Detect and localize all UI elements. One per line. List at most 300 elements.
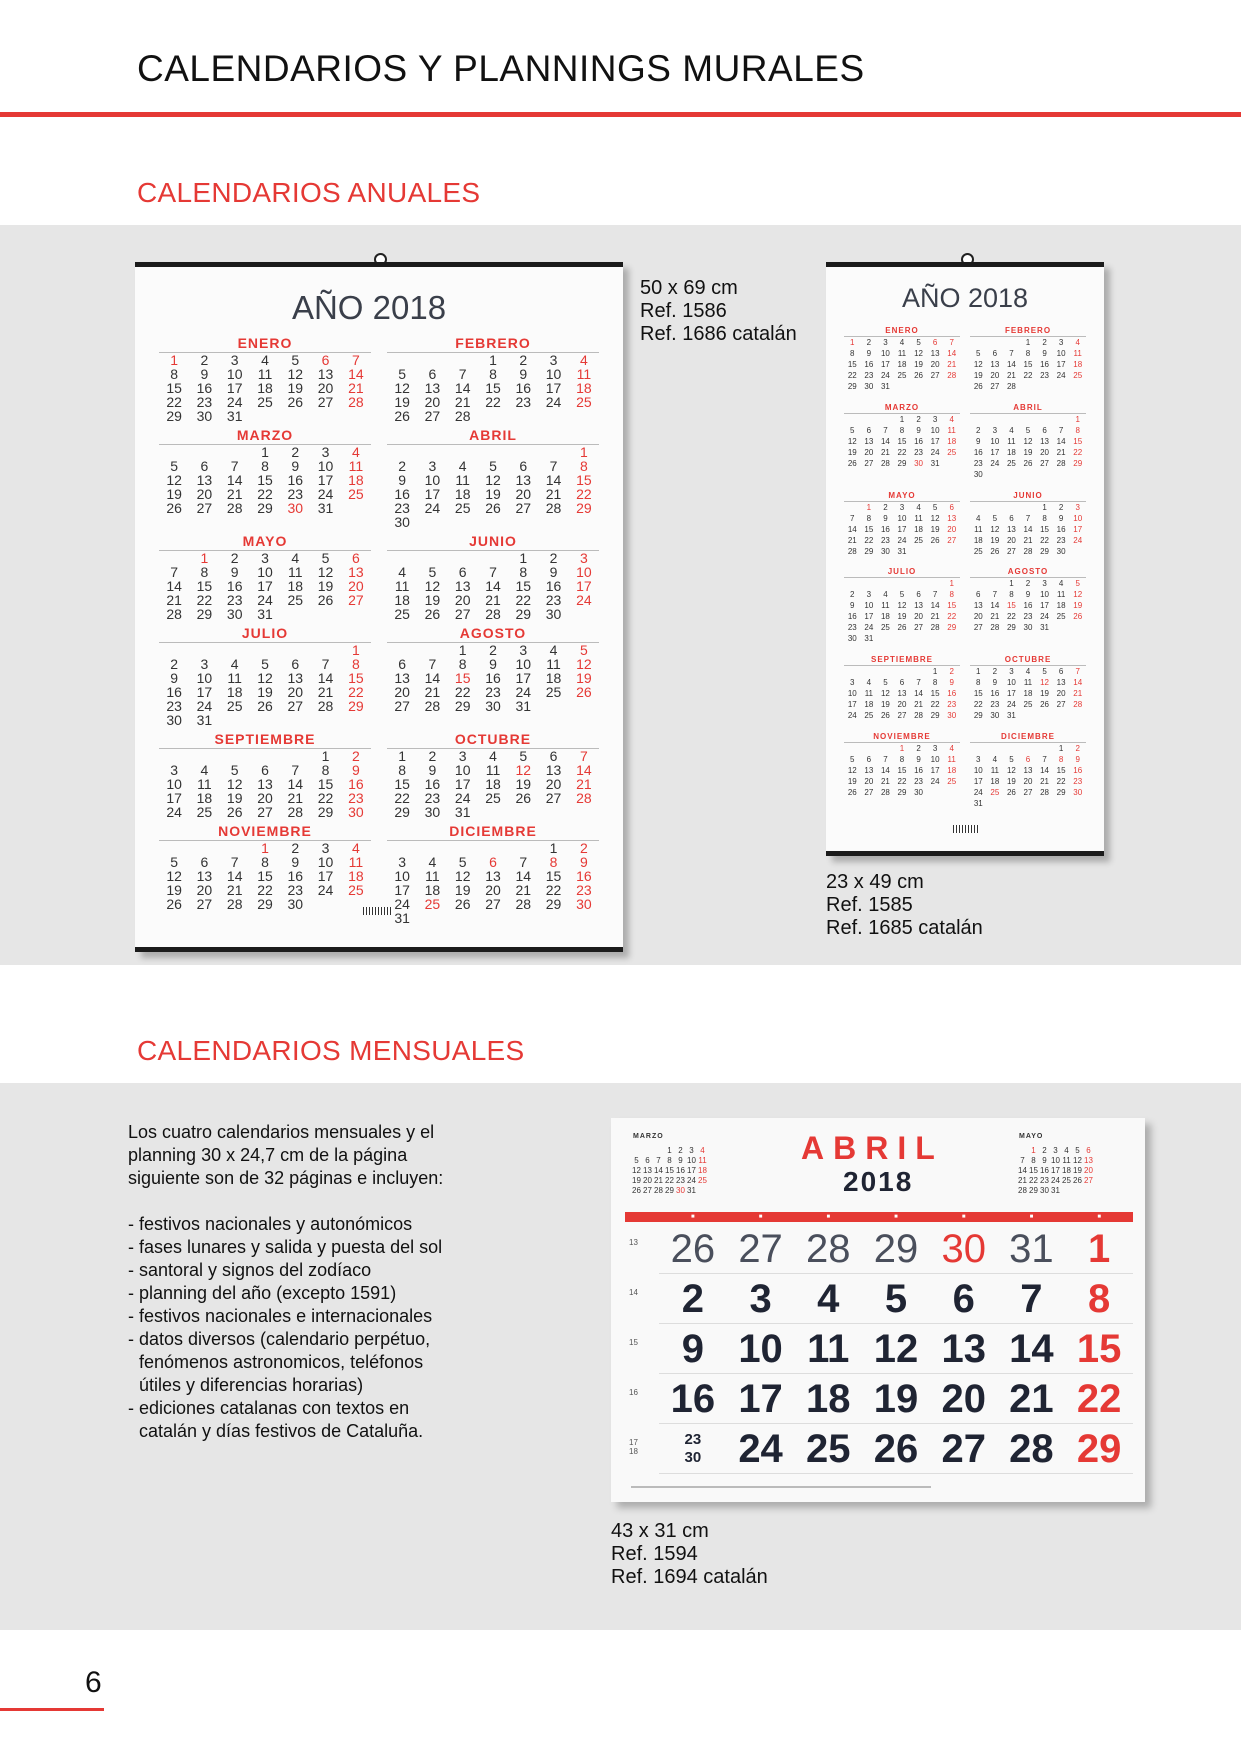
empty-cell <box>844 578 861 589</box>
day-cell: 10 <box>727 1324 795 1374</box>
day-cell: 4 <box>794 1274 862 1324</box>
day-number: 29 <box>166 408 182 424</box>
day-number: 29 <box>348 698 364 714</box>
day-number: 9 <box>916 425 921 435</box>
feature-item: - fases lunares y salida y puesta del sol <box>128 1237 443 1257</box>
day-number: 1 <box>579 444 588 460</box>
day-number: 27 <box>196 500 213 516</box>
week-number: 14 <box>629 1288 638 1297</box>
day-number: 27 <box>394 698 410 714</box>
mini-day: 25 <box>698 1176 707 1185</box>
day-number: 13 <box>897 689 907 699</box>
day-number: 9 <box>351 762 360 778</box>
day-number: 19 <box>226 790 243 806</box>
day-number: 9 <box>398 472 407 488</box>
prev-month-name: MARZO <box>633 1133 664 1140</box>
day-number: 29 <box>1056 788 1066 798</box>
day-number: 11 <box>576 366 592 382</box>
day-number: 29 <box>897 458 907 468</box>
day-number: 24 <box>454 790 471 806</box>
feature-item: - festivos nacionales y autonómicos <box>128 1214 413 1234</box>
mini-day: 11 <box>698 1156 707 1165</box>
day-number: 10 <box>1073 513 1083 523</box>
spec-line: Ref. 1585 <box>826 894 913 916</box>
day-number: 7 <box>850 513 855 523</box>
day-number: 7 <box>489 564 497 580</box>
day-number: 26 <box>576 684 592 700</box>
day-number: 26 <box>1023 458 1033 468</box>
day-number: 1 <box>850 338 855 347</box>
day-number: 18 <box>454 486 471 502</box>
day-number: 26 <box>1073 612 1083 622</box>
day-number: 23 <box>485 684 501 700</box>
day-number: 24 <box>1073 535 1083 545</box>
day-number: 21 <box>424 684 441 700</box>
day-number: 15 <box>257 472 273 488</box>
day-number: 25 <box>424 896 441 912</box>
day-number: 11 <box>1056 590 1066 600</box>
day-number: 5 <box>230 762 239 778</box>
day-number: 9 <box>1025 590 1031 600</box>
mini-day: 5 <box>1075 1146 1080 1155</box>
day-number: 3 <box>932 744 938 754</box>
month-block <box>387 731 599 819</box>
month-block <box>970 490 1086 563</box>
day-number: 18 <box>348 868 364 884</box>
day-number: 13 <box>348 564 364 580</box>
day-cell: 2 <box>659 1274 727 1324</box>
day-number: 7 <box>1042 755 1047 765</box>
day-number: 30 <box>287 896 304 912</box>
day-number: 19 <box>257 684 273 700</box>
mini-day: 24 <box>1051 1176 1060 1185</box>
day-number: 15 <box>1040 524 1050 534</box>
day-number: 10 <box>166 776 182 792</box>
day-number: 8 <box>458 656 467 672</box>
day-number: 22 <box>1040 535 1050 545</box>
day-number: 8 <box>932 678 938 688</box>
section-title-mensuales: CALENDARIOS MENSUALES <box>137 1035 525 1066</box>
day-number: 17 <box>424 486 441 502</box>
day-number: 9 <box>850 601 855 611</box>
mini-day: 2 <box>1042 1146 1047 1155</box>
mini-day: 28 <box>1018 1186 1027 1195</box>
day-number: 17 <box>1056 360 1066 369</box>
day-number: 4 <box>899 338 905 347</box>
day-number: 16 <box>1073 766 1083 776</box>
day-number: 12 <box>914 349 924 358</box>
day-number: 12 <box>257 670 273 686</box>
mini-day: 26 <box>632 1186 641 1195</box>
day-number: 7 <box>916 678 921 688</box>
mini-day: 8 <box>667 1156 672 1165</box>
mini-day: 22 <box>1029 1176 1038 1185</box>
day-number: 4 <box>200 762 209 778</box>
day-number: 5 <box>398 366 407 382</box>
day-number: 4 <box>949 744 954 754</box>
day-number: 22 <box>973 700 983 710</box>
day-number: 7 <box>549 458 558 474</box>
day-number: 22 <box>847 371 857 380</box>
day-number: 17 <box>317 472 334 488</box>
day-number: 16 <box>576 868 592 884</box>
day-cell: 21 <box>998 1374 1066 1424</box>
next-month-name: MAYO <box>1019 1133 1044 1140</box>
day-number: 14 <box>348 366 364 382</box>
day-number: 19 <box>1040 689 1050 699</box>
day-number: 5 <box>519 748 528 764</box>
day-number: 22 <box>515 592 532 608</box>
day-number: 22 <box>166 394 182 410</box>
month-name: SEPTIEMBRE <box>159 731 371 749</box>
day-number: 6 <box>949 502 954 512</box>
day-number: 28 <box>1040 788 1050 798</box>
month-name: MAYO <box>844 490 960 502</box>
month-name: NOVIEMBRE <box>159 823 371 841</box>
month-block <box>159 731 371 819</box>
day-number: 2 <box>200 352 209 368</box>
day-number: 13 <box>947 513 957 523</box>
day-number: 4 <box>992 755 998 765</box>
day-number: 28 <box>166 606 182 622</box>
day-number: 8 <box>1009 590 1014 600</box>
month-block <box>844 402 960 486</box>
day-number: 4 <box>351 840 360 856</box>
day-number: 22 <box>947 612 957 622</box>
day-number: 28 <box>847 546 857 556</box>
day-number: 19 <box>1023 447 1033 457</box>
day-number: 16 <box>990 689 1000 699</box>
day-number: 11 <box>914 513 923 523</box>
day-number: 9 <box>291 854 300 870</box>
large-annual-calendar <box>135 262 623 952</box>
day-number: 20 <box>317 380 334 396</box>
day-number: 26 <box>1006 788 1016 798</box>
months-grid <box>844 325 1086 819</box>
day-number: 30 <box>196 408 213 424</box>
empty-cell <box>448 551 478 565</box>
mini-day: 9 <box>1042 1156 1047 1165</box>
mini-day: 3 <box>1053 1146 1058 1155</box>
day-number: 26 <box>847 788 857 798</box>
day-number: 15 <box>897 766 907 776</box>
day-number: 18 <box>864 700 874 710</box>
day-number: 16 <box>166 684 182 700</box>
day-number: 17 <box>973 777 983 787</box>
day-number: 12 <box>880 689 890 699</box>
day-number: 2 <box>866 338 872 347</box>
empty-cell <box>1003 743 1020 754</box>
day-number: 15 <box>1023 360 1033 369</box>
day-number: 25 <box>973 546 983 556</box>
day-number: 8 <box>261 854 269 870</box>
day-number: 5 <box>1042 667 1047 677</box>
empty-cell <box>387 353 417 367</box>
page-number-rule <box>0 1708 104 1711</box>
day-number: 26 <box>166 500 182 516</box>
day-number: 20 <box>424 394 441 410</box>
month-block <box>970 325 1086 398</box>
day-number: 1 <box>261 840 269 856</box>
day-number: 7 <box>579 748 588 764</box>
day-number: 11 <box>546 656 561 672</box>
day-number: 23 <box>348 790 364 806</box>
day-number: 21 <box>515 882 532 898</box>
day-cell: 9 <box>659 1324 727 1374</box>
day-number: 20 <box>930 360 940 369</box>
day-number: 21 <box>454 394 471 410</box>
day-number: 14 <box>1073 678 1083 688</box>
day-number: 7 <box>458 366 467 382</box>
day-number: 27 <box>196 896 213 912</box>
day-number: 30 <box>424 804 441 820</box>
day-number: 14 <box>1006 360 1016 369</box>
day-number: 2 <box>976 425 981 435</box>
mini-day: 16 <box>1040 1166 1049 1175</box>
day-number: 2 <box>428 748 437 764</box>
day-number: 27 <box>454 606 471 622</box>
day-number: 20 <box>947 524 957 534</box>
day-number: 29 <box>454 698 471 714</box>
day-number: 26 <box>166 896 182 912</box>
day-number: 23 <box>226 592 243 608</box>
day-number: 28 <box>226 500 243 516</box>
empty-cell <box>861 666 878 677</box>
day-number: 17 <box>930 766 940 776</box>
empty-cell <box>861 578 878 589</box>
empty-cell <box>910 666 927 677</box>
day-number: 14 <box>947 349 957 358</box>
day-number: 8 <box>200 564 209 580</box>
day-number: 18 <box>947 436 957 446</box>
empty-cell <box>653 1146 664 1156</box>
day-number: 22 <box>576 486 592 502</box>
day-number: 28 <box>990 623 1000 633</box>
day-number: 4 <box>458 458 467 474</box>
day-number: 10 <box>973 766 983 776</box>
day-number: 19 <box>317 578 334 594</box>
day-number: 17 <box>990 447 1000 457</box>
day-cell: 28 <box>794 1224 862 1274</box>
day-number: 13 <box>317 366 334 382</box>
empty-cell <box>877 414 894 425</box>
day-number: 12 <box>1006 766 1016 776</box>
day-number: 28 <box>1006 382 1016 391</box>
day-number: 28 <box>880 458 890 468</box>
day-cell: 20 <box>930 1374 998 1424</box>
day-number: 23 <box>576 882 592 898</box>
day-number: 2 <box>949 667 954 677</box>
day-number: 18 <box>1023 689 1033 699</box>
day-number: 7 <box>1025 513 1031 523</box>
day-number: 25 <box>485 790 501 806</box>
day-number: 7 <box>932 590 938 600</box>
day-number: 31 <box>454 804 471 820</box>
empty-cell <box>844 414 861 425</box>
day-number: 4 <box>291 550 300 566</box>
day-number: 17 <box>897 524 907 534</box>
day-number: 20 <box>1040 447 1050 457</box>
day-number: 26 <box>847 458 857 468</box>
day-number: 1 <box>1025 338 1031 347</box>
day-number: 24 <box>545 394 562 410</box>
empty-cell <box>1036 414 1053 425</box>
day-number: 24 <box>897 535 907 545</box>
day-number: 4 <box>866 678 872 688</box>
day-number: 5 <box>458 854 467 870</box>
day-number: 5 <box>1025 425 1031 435</box>
day-number: 10 <box>394 868 410 884</box>
mini-day: 13 <box>1084 1156 1093 1165</box>
empty-cell <box>970 743 987 754</box>
spec-line: Ref. 1686 catalán <box>640 323 797 345</box>
day-number: 11 <box>1023 678 1033 688</box>
empty-cell <box>250 749 280 763</box>
month-name: FEBRERO <box>970 325 1086 337</box>
empty-cell <box>1020 502 1037 513</box>
day-number: 22 <box>394 790 410 806</box>
page-title: CALENDARIOS Y PLANNINGS MURALES <box>137 48 865 89</box>
day-number: 5 <box>170 458 179 474</box>
day-number: 6 <box>261 762 269 778</box>
mini-day: 11 <box>1062 1156 1071 1165</box>
day-number: 5 <box>261 656 269 672</box>
day-number: 13 <box>990 360 1000 369</box>
day-number: 28 <box>930 623 940 633</box>
day-number: 5 <box>932 502 938 512</box>
day-number: 22 <box>930 700 940 710</box>
feature-item: - ediciones catalanas con textos en catalán y días festivos de Cataluña. <box>128 1398 424 1441</box>
day-number: 12 <box>930 513 940 523</box>
day-number: 2 <box>579 840 588 856</box>
day-number: 20 <box>864 447 874 457</box>
day-number: 18 <box>226 684 243 700</box>
day-number: 8 <box>1075 425 1080 435</box>
mini-day: 29 <box>665 1186 674 1195</box>
day-number: 12 <box>847 436 857 446</box>
month-block <box>970 654 1086 727</box>
day-number: 29 <box>317 804 334 820</box>
day-number: 27 <box>545 790 562 806</box>
day-number: 13 <box>394 670 410 686</box>
day-number: 27 <box>973 623 983 633</box>
day-number: 7 <box>230 854 239 870</box>
day-number: 27 <box>864 788 874 798</box>
day-number: 10 <box>317 458 334 474</box>
day-cell: 5 <box>862 1274 930 1324</box>
day-number: 25 <box>348 882 364 898</box>
day-number: 23 <box>515 394 532 410</box>
day-number: 30 <box>990 711 1000 721</box>
empty-cell <box>927 578 944 589</box>
day-number: 4 <box>579 352 588 368</box>
calendar-title: AÑO 2018 <box>901 283 1029 313</box>
day-number: 22 <box>545 882 562 898</box>
empty-cell <box>894 578 911 589</box>
day-number: 29 <box>545 896 562 912</box>
day-number: 21 <box>1073 689 1083 699</box>
day-number: 1 <box>321 748 330 764</box>
day-number: 3 <box>866 590 872 600</box>
mini-day: 12 <box>632 1166 641 1175</box>
day-number: 7 <box>351 352 360 368</box>
day-number: 25 <box>947 447 957 457</box>
day-number: 10 <box>880 349 890 358</box>
day-number: 1 <box>976 667 981 677</box>
day-number: 26 <box>424 606 441 622</box>
day-number: 15 <box>515 578 532 594</box>
day-number: 15 <box>454 670 471 686</box>
day-number: 13 <box>424 380 441 396</box>
day-number: 10 <box>576 564 592 580</box>
day-number: 4 <box>883 590 888 600</box>
day-number: 6 <box>200 458 209 474</box>
day-number: 11 <box>974 524 983 534</box>
day-number: 26 <box>317 592 334 608</box>
day-number: 26 <box>485 500 501 516</box>
section-title-anuales: CALENDARIOS ANUALES <box>137 177 481 208</box>
day-number: 15 <box>394 776 410 792</box>
mini-day: 12 <box>1073 1156 1082 1165</box>
day-number: 4 <box>1009 425 1014 435</box>
day-number: 13 <box>257 776 273 792</box>
month-block <box>159 533 371 621</box>
mini-day: 23 <box>676 1176 685 1185</box>
day-number: 19 <box>576 670 592 686</box>
day-cell: 29 <box>1065 1424 1133 1474</box>
mini-day: 10 <box>687 1156 696 1165</box>
day-number: 27 <box>864 458 874 468</box>
day-number: 31 <box>257 606 273 622</box>
day-number: 29 <box>394 804 410 820</box>
day-cell: 30 <box>930 1224 998 1274</box>
empty-cell <box>478 551 508 565</box>
empty-cell <box>387 841 417 855</box>
day-number: 21 <box>1056 447 1066 457</box>
monthly-calendar <box>611 1118 1145 1502</box>
day-number: 1 <box>200 550 209 566</box>
month-name: JUNIO <box>387 533 599 551</box>
day-number: 11 <box>288 564 303 580</box>
mini-day: 4 <box>700 1146 705 1155</box>
day-number: 16 <box>226 578 243 594</box>
day-number: 6 <box>976 590 981 600</box>
footer-line <box>631 1486 931 1488</box>
day-number: 3 <box>992 425 998 435</box>
day-number: 21 <box>1023 535 1033 545</box>
day-number: 5 <box>899 590 905 600</box>
mini-day: 31 <box>687 1186 696 1195</box>
mini-day: 1 <box>667 1146 672 1155</box>
day-number: 7 <box>321 656 330 672</box>
day-number: 8 <box>321 762 330 778</box>
day-number: 6 <box>428 366 437 382</box>
day-number: 14 <box>226 868 243 884</box>
mini-day: 25 <box>1062 1176 1071 1185</box>
day-number: 22 <box>1006 612 1016 622</box>
day-number: 8 <box>549 854 558 870</box>
day-number: 26 <box>897 623 907 633</box>
empty-cell <box>417 445 447 459</box>
day-number: 15 <box>166 380 182 396</box>
barcode <box>363 907 393 915</box>
day-number: 6 <box>1058 667 1064 677</box>
day-number: 3 <box>1009 667 1014 677</box>
day-number: 5 <box>1009 755 1014 765</box>
day-number: 26 <box>1040 700 1050 710</box>
day-cell: 24 <box>727 1424 795 1474</box>
empty-cell <box>159 841 189 855</box>
